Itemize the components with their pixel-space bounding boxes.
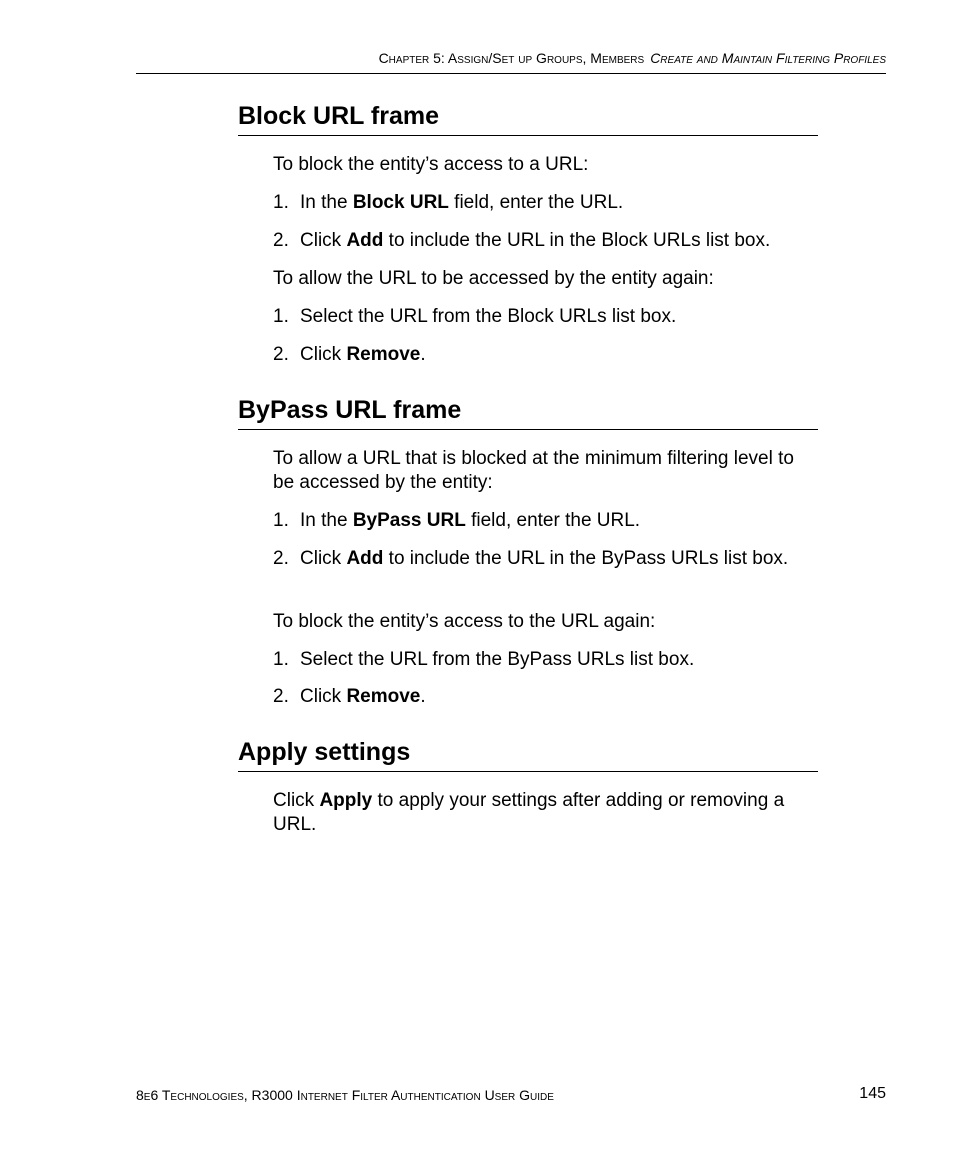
step-number: 1. [273, 510, 289, 531]
block-url-remove-step-2 [273, 343, 818, 367]
step-text: In the [300, 510, 353, 531]
step-text: Select the URL from the ByPass URLs list box. [300, 649, 695, 670]
running-header-text [379, 50, 886, 66]
footer-guide-title: 8e6 Technologies, R3000 Internet Filter Authentication User Guide [136, 1087, 554, 1103]
heading-bypass-url-frame: ByPass URL frame [238, 395, 818, 430]
step-number: 1. [273, 649, 289, 670]
step-text-end: to include the URL in the Block URLs list box. [383, 230, 771, 251]
step-bold-term: Remove [346, 686, 421, 707]
step-text-end: field, enter the URL. [448, 192, 624, 213]
body-text-end: to apply your settings after adding or removing a URL. [273, 790, 785, 835]
step-number: 2. [273, 548, 289, 569]
step-text-end: field, enter the URL. [465, 510, 641, 531]
block-url-add-step-1 [273, 191, 818, 215]
body-text: Click [273, 790, 320, 811]
step-bold-term: Add [346, 230, 384, 251]
step-bold-term: Add [346, 548, 384, 569]
running-header [136, 48, 886, 74]
apply-settings-body [273, 789, 818, 837]
step-text: Click [300, 686, 347, 707]
step-text: In the [300, 192, 353, 213]
bypass-url-remove-step-1 [273, 648, 818, 672]
step-text: Click [300, 344, 347, 365]
body-bold-term: Apply [319, 790, 373, 811]
step-text: Click [300, 548, 347, 569]
step-number: 1. [273, 306, 289, 327]
step-text-end: . [420, 344, 426, 365]
block-url-intro: To block the entity’s access to a URL: [273, 154, 589, 175]
step-bold-term: Block URL [352, 192, 449, 213]
chapter-title: Chapter 5: Assign/Set up Groups, Members [378, 50, 645, 66]
step-number: 2. [273, 344, 289, 365]
block-url-allow-intro: To allow the URL to be accessed by the entity again: [273, 268, 714, 289]
bypass-url-add-step-1 [273, 509, 818, 533]
step-bold-term: ByPass URL [352, 510, 466, 531]
page-number: 145 [859, 1085, 886, 1102]
step-number: 2. [273, 230, 289, 251]
bypass-url-remove-step-2 [273, 685, 818, 709]
step-text: Click [300, 230, 347, 251]
step-text-end: to include the URL in the ByPass URLs list box. [383, 548, 789, 569]
section-title: Create and Maintain Filtering Profiles [650, 50, 886, 66]
step-number: 2. [273, 686, 289, 707]
block-url-add-step-2 [273, 229, 818, 253]
bypass-url-intro: To allow a URL that is blocked at the minimum filtering level to be accessed by the entity: [273, 448, 794, 493]
step-text: Select the URL from the Block URLs list box. [300, 306, 677, 327]
bypass-url-add-step-2 [273, 547, 818, 571]
step-text-end: . [420, 686, 426, 707]
bypass-url-block-intro: To block the entity’s access to the URL again: [273, 611, 656, 632]
heading-block-url-frame: Block URL frame [238, 101, 818, 136]
heading-apply-settings: Apply settings [238, 737, 818, 772]
step-number: 1. [273, 192, 289, 213]
block-url-remove-step-1 [273, 305, 818, 329]
step-bold-term: Remove [346, 344, 421, 365]
